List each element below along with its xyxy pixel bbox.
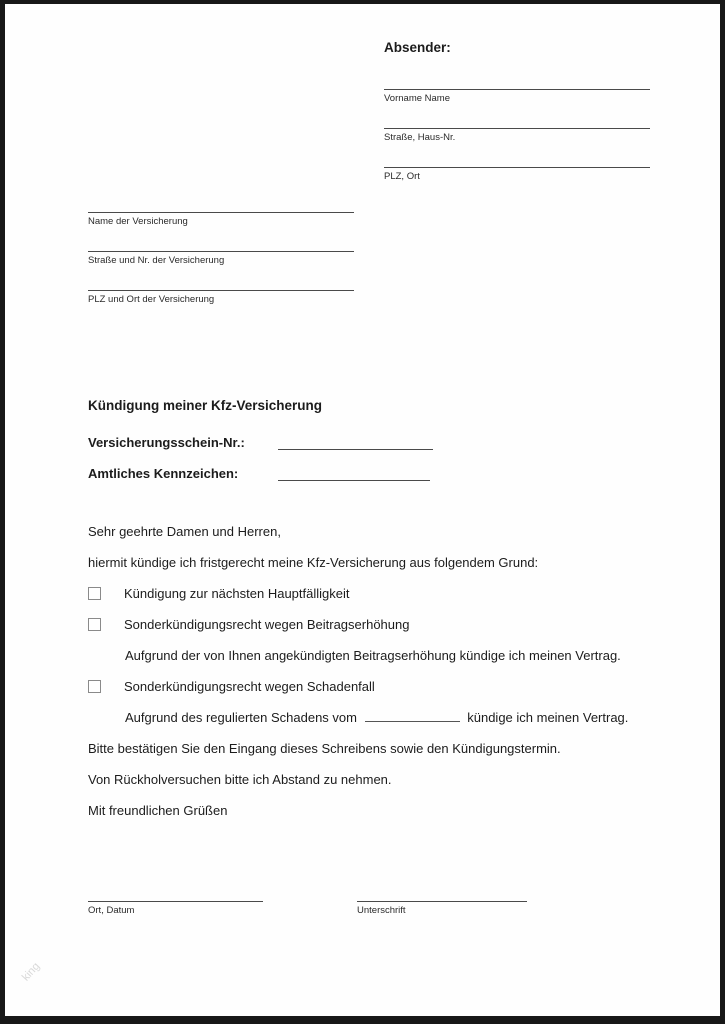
salutation: Sehr geehrte Damen und Herren, (88, 524, 281, 539)
signature-field-signature (357, 901, 527, 916)
checkbox-beitragserhoehung[interactable] (88, 618, 101, 631)
sender-city-label: PLZ, Ort (384, 171, 420, 182)
license-plate-row (88, 463, 648, 481)
sender-block (384, 40, 650, 206)
recipient-name-input-line[interactable] (88, 212, 354, 213)
closing-line-confirm: Bitte bestätigen Sie den Eingang dieses Schreibens sowie den Kündigungstermin. (88, 741, 561, 756)
sender-field-city (384, 167, 650, 182)
sender-street-input-line[interactable] (384, 128, 650, 129)
note-schadenfall-after: kündige ich meinen Vertrag. (467, 710, 629, 725)
note-beitragserhoehung: Aufgrund der von Ihnen angekündigten Beitragserhöhung kündige ich meinen Vertrag. (125, 648, 621, 663)
closing-line-greeting: Mit freundlichen Grüßen (88, 803, 228, 818)
option-row-hauptfaelligkeit (88, 586, 650, 601)
policy-number-label: Versicherungsschein-Nr.: (88, 435, 245, 450)
checkbox-hauptfaelligkeit[interactable] (88, 587, 101, 600)
signature-line[interactable] (357, 901, 527, 902)
recipient-street-input-line[interactable] (88, 251, 354, 252)
option-label-beitragserhoehung: Sonderkündigungsrecht wegen Beitragserhöhung (124, 617, 410, 632)
recipient-city-input-line[interactable] (88, 290, 354, 291)
subject-title: Kündigung meiner Kfz-Versicherung (88, 398, 323, 413)
policy-number-row (88, 432, 648, 450)
recipient-field-street (88, 251, 354, 266)
signature-label: Unterschrift (357, 905, 406, 916)
option-row-schadenfall (88, 679, 650, 694)
signature-block (88, 901, 648, 916)
license-plate-label: Amtliches Kennzeichen: (88, 466, 239, 481)
policy-number-input-line[interactable] (278, 436, 433, 450)
recipient-block (88, 212, 354, 329)
note-schadenfall-before: Aufgrund des regulierten Schadens vom (125, 710, 357, 725)
sender-city-input-line[interactable] (384, 167, 650, 168)
sender-title: Absender: (384, 40, 451, 55)
intro-line: hiermit kündige ich fristgerecht meine Kfz-Versicherung aus folgendem Grund: (88, 555, 539, 570)
damage-date-input-line[interactable] (365, 710, 460, 722)
option-label-schadenfall: Sonderkündigungsrecht wegen Schadenfall (124, 679, 375, 694)
closing-line-retention: Von Rückholversuchen bitte ich Abstand zu nehmen. (88, 772, 392, 787)
option-label-hauptfaelligkeit: Kündigung zur nächsten Hauptfälligkeit (124, 586, 350, 601)
recipient-street-label: Straße und Nr. der Versicherung (88, 255, 225, 266)
letter-body (88, 524, 650, 818)
watermark-text: king (19, 960, 43, 984)
option-row-beitragserhoehung (88, 617, 650, 632)
date-signature-line[interactable] (88, 901, 263, 902)
sender-field-name (384, 89, 650, 104)
subject-block (88, 398, 648, 494)
sender-street-label: Straße, Haus-Nr. (384, 132, 456, 143)
license-plate-input-line[interactable] (278, 467, 430, 481)
recipient-field-name (88, 212, 354, 227)
recipient-field-city (88, 290, 354, 305)
recipient-name-label: Name der Versicherung (88, 216, 188, 227)
checkbox-schadenfall[interactable] (88, 680, 101, 693)
note-schadenfall (125, 710, 650, 725)
sender-name-label: Vorname Name (384, 93, 451, 104)
sender-name-input-line[interactable] (384, 89, 650, 90)
date-signature-label: Ort, Datum (88, 905, 135, 916)
recipient-city-label: PLZ und Ort der Versicherung (88, 294, 215, 305)
sender-field-street (384, 128, 650, 143)
signature-field-date (88, 901, 263, 916)
